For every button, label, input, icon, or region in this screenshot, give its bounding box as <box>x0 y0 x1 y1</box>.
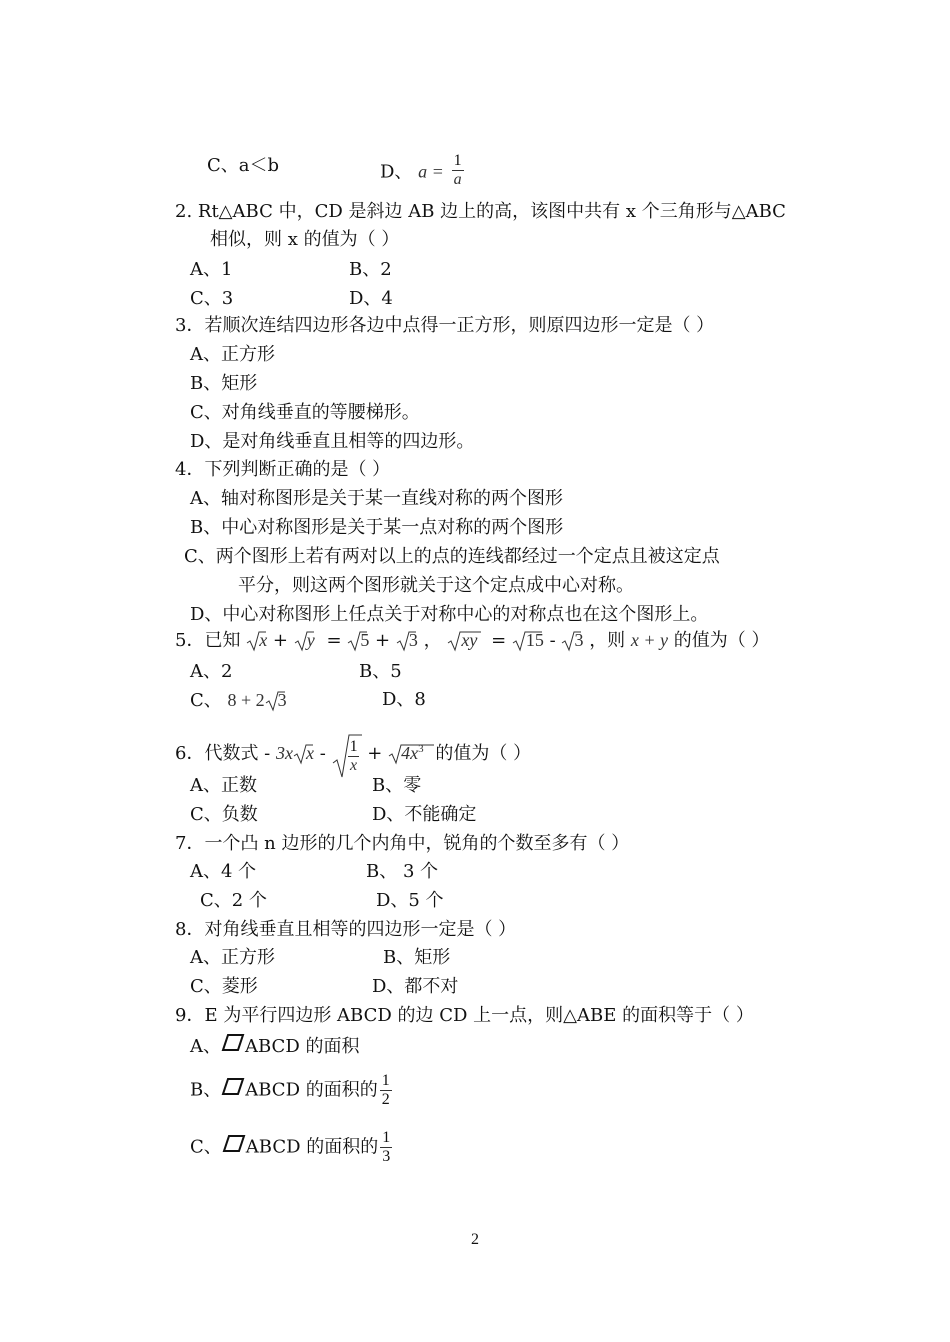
q5-option-c <box>190 688 287 713</box>
q7-stem: 7．一个凸 n 边形的几个内角中，锐角的个数至多有（ ） <box>175 833 630 854</box>
q6-term-3x: 3x <box>276 743 293 763</box>
q1-option-d-fraction: $\frac{1}{a}$ <box>453 152 462 188</box>
q5-plus: + <box>272 630 289 651</box>
q4-option-d: D、中心对称图形上任点关于对称中心的对称点也在这个图形上。 <box>190 604 709 625</box>
q6-option-c: C、负数 <box>190 804 258 825</box>
q3-stem: 3．若顺次连结四边形各边中点得一正方形，则原四边形一定是（ ） <box>175 315 715 336</box>
q5-var-y: y <box>306 630 315 650</box>
q2-stem-line2: 相似，则 x 的值为（ ） <box>210 229 400 250</box>
q5-stem <box>175 628 770 653</box>
q5-option-c-math: 8 + 2 <box>227 690 265 710</box>
q3-option-b: B、矩形 <box>190 373 258 394</box>
q6-suffix: 的值为（ ） <box>435 743 532 764</box>
q2-stem-line1: 2. Rt△ABC 中，CD 是斜边 AB 边上的高，该图中共有 x 个三角形与△ABC <box>175 201 786 222</box>
q3-option-a: A、正方形 <box>190 344 275 365</box>
parallelogram-icon <box>221 1033 245 1053</box>
q1-option-d <box>380 154 466 191</box>
q3-option-d: D、是对角线垂直且相等的四边形。 <box>190 431 475 452</box>
q9-option-c <box>190 1129 394 1166</box>
q7-option-b: B、 3 个 <box>366 861 439 882</box>
q5-equals-2: = <box>491 630 507 651</box>
page-number: 2 <box>471 1231 479 1248</box>
q9-option-a-text: ABCD 的面积 <box>245 1036 360 1057</box>
q5-num-3b: 3 <box>574 630 584 650</box>
q5-then: ，则 <box>589 630 626 651</box>
q5-option-a: A、2 <box>190 661 233 682</box>
q6-var-x: x <box>306 743 314 763</box>
q6-plus: + <box>367 743 383 764</box>
q5-option-b: B、5 <box>359 661 402 682</box>
q9-stem: 9．E 为平行四边形 ABCD 的边 CD 上一点，则△ABE 的面积等于（ ） <box>175 1005 754 1026</box>
q6-minus: - <box>319 743 326 764</box>
q6-term-4x3: $4x^3$ <box>401 743 424 763</box>
q5-minus: - <box>549 630 556 651</box>
q4-stem: 4．下列判断正确的是（ ） <box>175 459 391 480</box>
q8-option-d: D、都不对 <box>372 976 459 997</box>
q9-option-a <box>190 1035 360 1059</box>
q5-num-3: 3 <box>408 630 418 650</box>
parallelogram-icon <box>222 1134 246 1154</box>
q6-stem <box>175 731 531 777</box>
q9-option-b <box>190 1072 394 1109</box>
q2-option-a: A、1 <box>190 259 233 280</box>
q1-option-d-lhs: a = <box>418 161 444 182</box>
q5-option-d: D、8 <box>382 689 426 710</box>
q5-num-15: 15 <box>525 630 544 650</box>
q5-var-x: x <box>259 630 268 650</box>
q4-option-c-line1: C、两个图形上若有两对以上的点的连线都经过一个定点且被这定点 <box>184 546 720 567</box>
q2-option-b: B、2 <box>349 259 392 280</box>
q1-option-d-label: D、 <box>380 161 413 183</box>
q5-separator: ， <box>423 630 442 651</box>
q3-option-c: C、对角线垂直的等腰梯形。 <box>190 402 420 423</box>
q7-option-d: D、5 个 <box>376 890 444 911</box>
q2-option-d: D、4 <box>349 288 393 309</box>
q5-prefix: 5．已知 <box>175 630 241 651</box>
q9-option-c-label: C、 <box>190 1136 222 1158</box>
q6-option-a: A、正数 <box>190 775 257 796</box>
q9-option-c-text: ABCD 的面积的 <box>245 1136 379 1158</box>
q6-fraction-1-over-x: $\frac{1}{x}$ <box>349 737 358 774</box>
q9-option-b-text: ABCD 的面积的 <box>245 1079 378 1101</box>
q5-x-plus-y: x + y <box>630 630 669 650</box>
q8-option-c: C、菱形 <box>190 976 258 997</box>
q1-option-c: C、a＜b <box>207 155 280 176</box>
q5-tail: 的值为（ ） <box>673 630 770 651</box>
q5-plus-2: + <box>375 630 391 651</box>
q5-option-c-num-3: 3 <box>277 690 287 710</box>
q4-option-c-line2: 平分，则这两个图形就关于这个定点成中心对称。 <box>238 575 634 596</box>
q9-option-a-label: A、 <box>190 1036 221 1057</box>
q9-option-c-fraction: $\frac{1}{3}$ <box>382 1129 391 1165</box>
parallelogram-icon <box>221 1077 245 1097</box>
q6-prefix: 6．代数式 - <box>175 743 271 764</box>
q4-option-b: B、中心对称图形是关于某一点对称的两个图形 <box>190 517 564 538</box>
q5-option-c-label: C、 <box>190 690 222 711</box>
q2-option-c: C、3 <box>190 288 234 309</box>
q8-stem: 8．对角线垂直且相等的四边形一定是（ ） <box>175 919 517 940</box>
q5-num-5: 5 <box>360 630 370 650</box>
q7-option-a: A、4 个 <box>190 861 257 882</box>
q8-option-b: B、矩形 <box>383 947 451 968</box>
q7-option-c: C、2 个 <box>200 890 267 911</box>
q4-option-a: A、轴对称图形是关于某一直线对称的两个图形 <box>190 488 563 509</box>
q8-option-a: A、正方形 <box>190 947 275 968</box>
q6-option-b: B、零 <box>372 775 422 796</box>
q9-option-b-label: B、 <box>190 1079 222 1101</box>
q5-var-xy: xy <box>461 630 478 650</box>
q5-equals-1: = <box>326 630 342 651</box>
q6-option-d: D、不能确定 <box>372 804 477 825</box>
q9-option-b-fraction: $\frac{1}{2}$ <box>381 1072 390 1108</box>
